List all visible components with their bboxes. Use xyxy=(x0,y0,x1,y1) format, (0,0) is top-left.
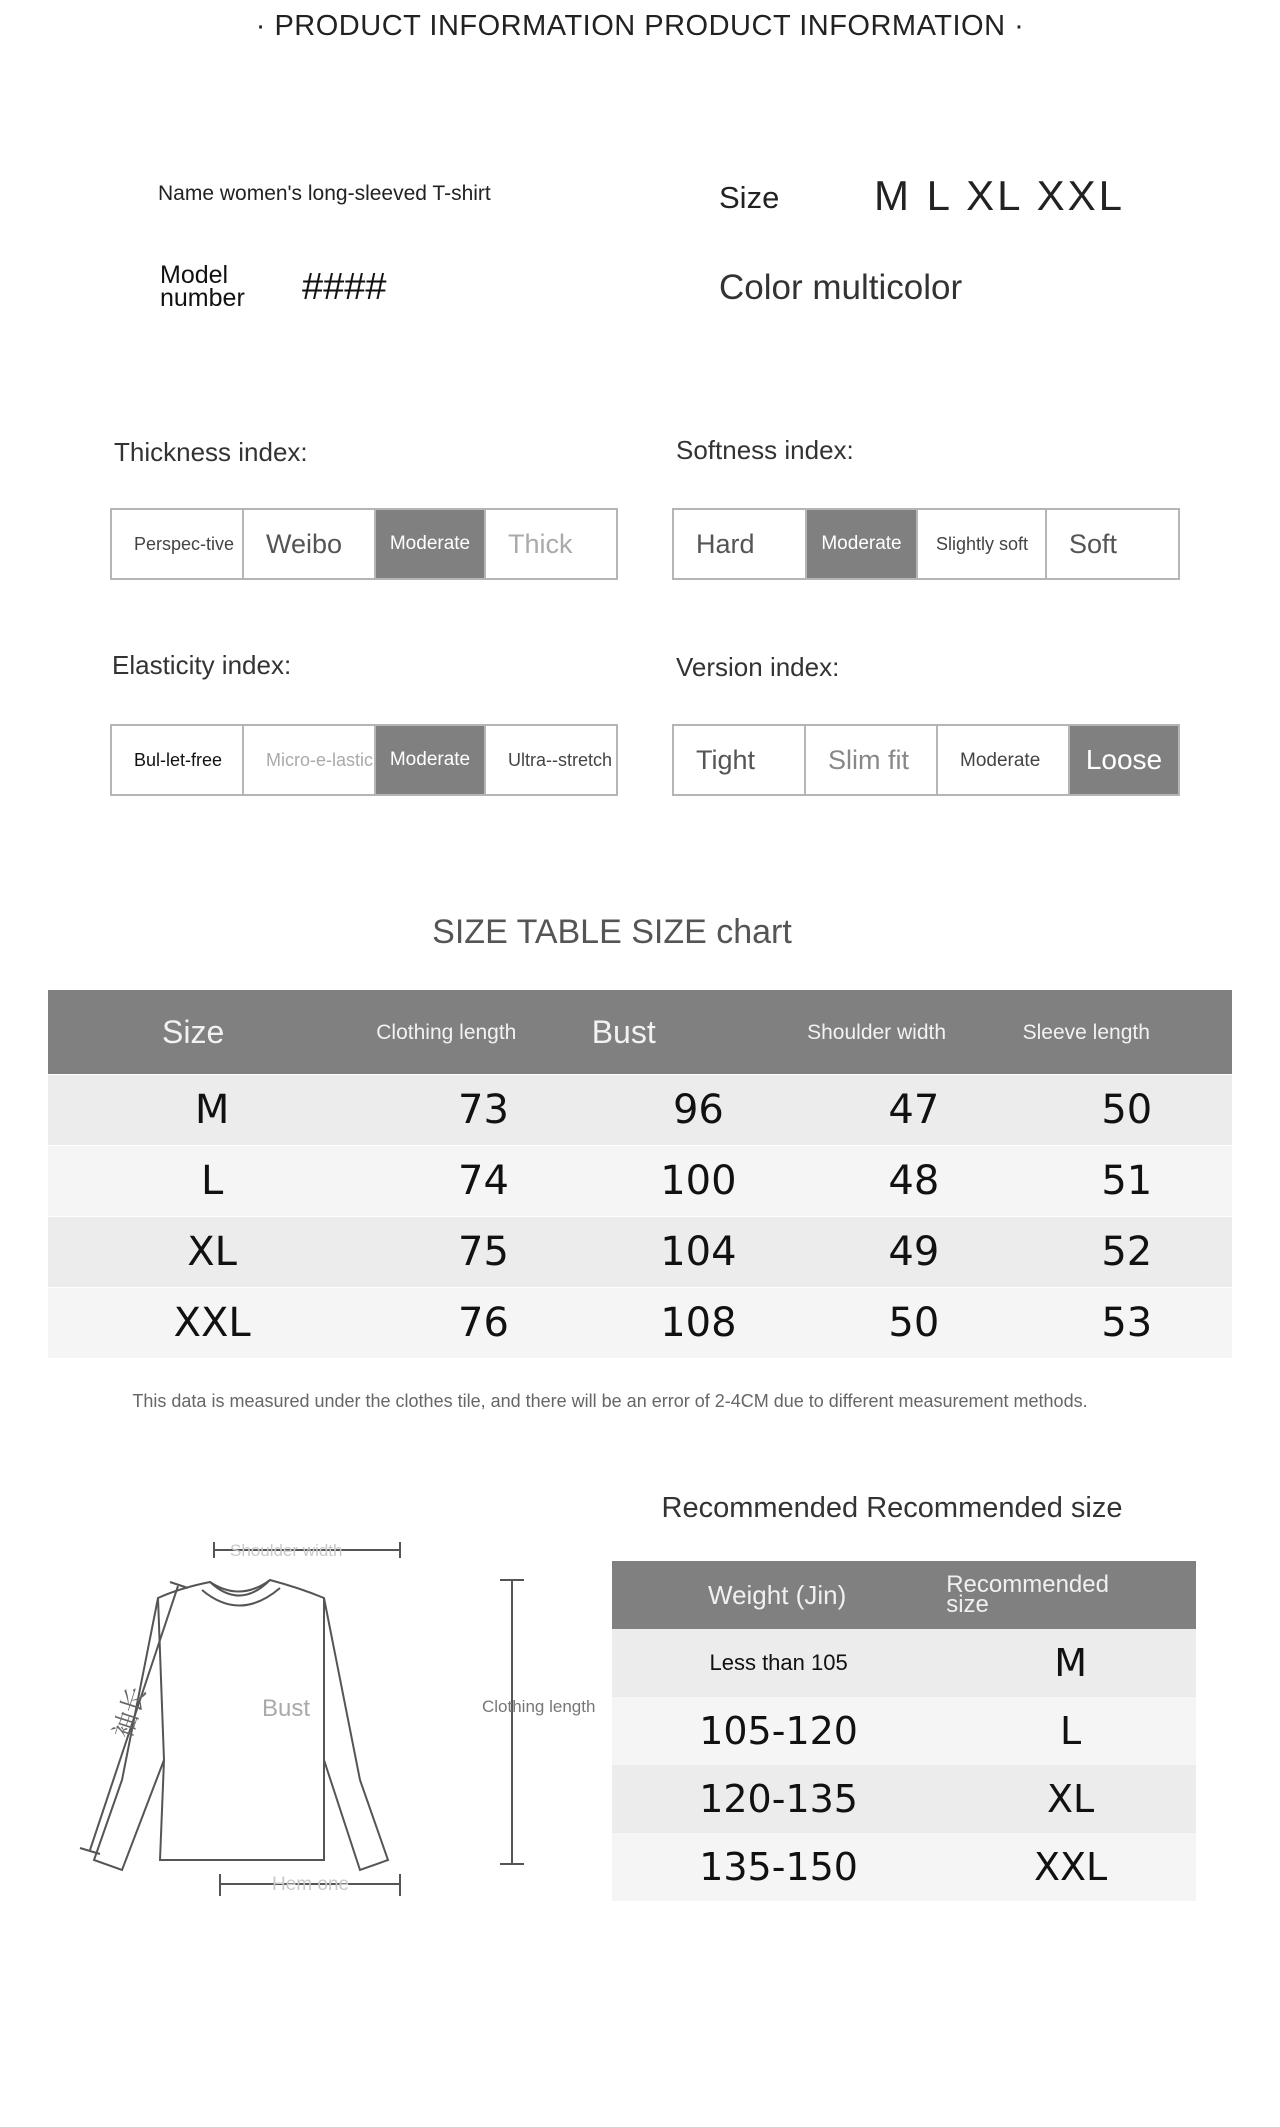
softness-index-title: Softness index: xyxy=(676,435,854,465)
table-cell: L xyxy=(48,1146,376,1217)
model-number-label: Model number xyxy=(160,261,245,312)
elasticity-option: Ultra--stretch xyxy=(508,749,613,770)
table-cell: 75 xyxy=(376,1217,590,1288)
table-cell: 49 xyxy=(806,1217,1022,1288)
thickness-option: Weibo xyxy=(244,510,376,578)
version-option-selected: Loose xyxy=(1070,726,1178,794)
softness-option: Soft xyxy=(1069,528,1118,559)
left-sleeve-inner xyxy=(158,1598,164,1760)
table-cell: 120-135 xyxy=(612,1765,945,1833)
softness-option: Slightly soft xyxy=(918,510,1047,578)
table-cell: XL xyxy=(945,1765,1196,1833)
size-table-header: Size xyxy=(48,990,376,1075)
recommended-table xyxy=(612,1561,1196,1901)
elasticity-option: Micro-e-lastic xyxy=(244,726,376,794)
table-cell: 74 xyxy=(376,1146,590,1217)
page-title: · PRODUCT INFORMATION PRODUCT INFORMATION · xyxy=(255,10,1025,42)
table-cell: 50 xyxy=(1022,1075,1232,1146)
softness-option-selected: Moderate xyxy=(807,510,918,578)
softness-index-scale xyxy=(672,508,1180,580)
table-cell: 47 xyxy=(806,1075,1022,1146)
table-row xyxy=(48,1075,1232,1146)
size-table xyxy=(48,990,1232,1358)
table-cell: 73 xyxy=(376,1075,590,1146)
table-cell: 100 xyxy=(591,1146,806,1217)
measurement-note: This data is measured under the clothes tile, and there will be an error of 2-4CM due to different measurement methods. xyxy=(132,1391,1088,1411)
elasticity-index-scale xyxy=(110,724,618,796)
version-option: Slim fit xyxy=(806,726,938,794)
elasticity-index-title: Elasticity index: xyxy=(112,650,292,680)
version-option: Moderate xyxy=(938,726,1070,794)
table-cell: 108 xyxy=(591,1288,806,1359)
thickness-option: Perspec-tive xyxy=(112,510,244,578)
product-name: Name women's long-sleeved T-shirt xyxy=(158,182,491,205)
table-cell: 48 xyxy=(806,1146,1022,1217)
size-label: Size xyxy=(719,180,780,215)
softness-option: Hard xyxy=(674,510,807,578)
size-table-header: Sleeve length xyxy=(1022,990,1232,1075)
table-cell: 135-150 xyxy=(612,1833,945,1901)
table-row xyxy=(612,1697,1196,1765)
table-cell: Less than 105 xyxy=(612,1629,945,1697)
recommended-title: Recommended Recommended size xyxy=(661,1492,1123,1524)
version-index-title: Version index: xyxy=(676,652,840,682)
table-cell: 105-120 xyxy=(612,1697,945,1765)
table-cell: XXL xyxy=(48,1288,376,1359)
table-cell: 96 xyxy=(591,1075,806,1146)
table-row xyxy=(48,1288,1232,1359)
color-text: Color multicolor xyxy=(719,268,963,307)
table-cell: 50 xyxy=(806,1288,1022,1359)
table-cell: 76 xyxy=(376,1288,590,1359)
recommended-header: Recommended size xyxy=(945,1561,1196,1629)
thickness-index-scale xyxy=(110,508,618,580)
garment-diagram xyxy=(60,1530,596,1910)
hem-label: Hem one xyxy=(272,1874,350,1895)
elasticity-option: Bul-let-free xyxy=(112,726,244,794)
sleeve-length-label: 袖长 xyxy=(108,1683,153,1743)
shoulder-width-label: Shoulder width xyxy=(230,1541,343,1560)
table-cell: XXL xyxy=(945,1833,1196,1901)
table-row xyxy=(612,1833,1196,1901)
table-cell: 52 xyxy=(1022,1217,1232,1288)
size-table-header: Clothing length xyxy=(376,990,590,1075)
table-cell: 104 xyxy=(591,1217,806,1288)
table-row xyxy=(612,1765,1196,1833)
table-cell: XL xyxy=(48,1217,376,1288)
recommended-header: Weight (Jin) xyxy=(612,1561,945,1629)
table-cell: 51 xyxy=(1022,1146,1232,1217)
thickness-option: Thick xyxy=(508,528,573,559)
size-table-title: SIZE TABLE SIZE chart xyxy=(432,913,792,951)
size-table-header: Shoulder width xyxy=(806,990,1022,1075)
elasticity-option-selected: Moderate xyxy=(376,726,486,794)
table-row xyxy=(48,1217,1232,1288)
table-row xyxy=(48,1146,1232,1217)
table-row xyxy=(612,1629,1196,1697)
thickness-option-selected: Moderate xyxy=(376,510,486,578)
model-number-value: #### xyxy=(302,266,387,308)
table-cell: M xyxy=(945,1629,1196,1697)
table-cell: M xyxy=(48,1075,376,1146)
clothing-length-label: Clothing length xyxy=(482,1697,596,1716)
table-cell: L xyxy=(945,1697,1196,1765)
size-value: M L XL XXL xyxy=(874,172,1125,219)
size-table-header: Bust xyxy=(591,990,806,1075)
thickness-index-title: Thickness index: xyxy=(114,437,308,467)
version-option: Tight xyxy=(674,726,806,794)
version-index-scale xyxy=(672,724,1180,796)
bust-label: Bust xyxy=(262,1695,311,1722)
table-cell: 53 xyxy=(1022,1288,1232,1359)
